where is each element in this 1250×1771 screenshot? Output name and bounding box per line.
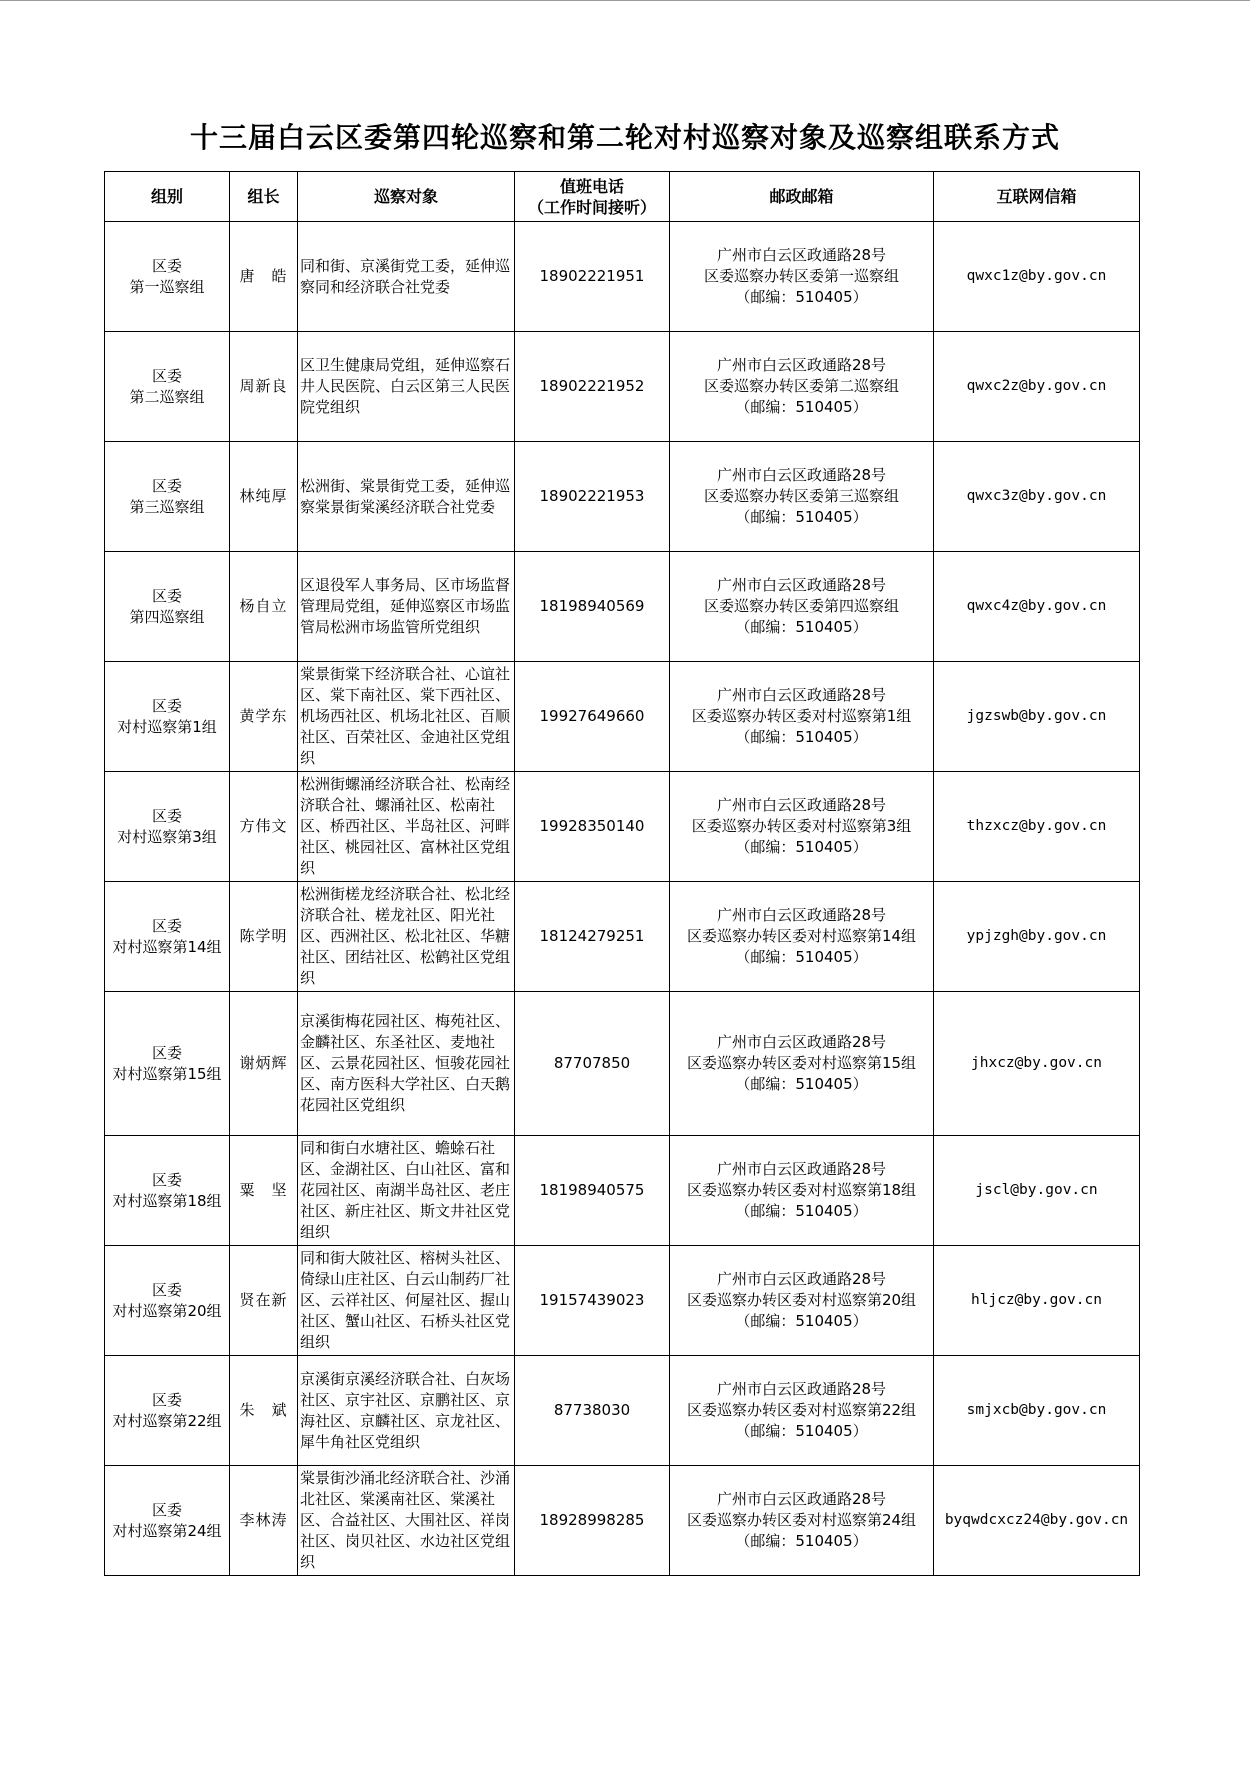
group-line1: 区委 xyxy=(151,1280,182,1299)
group-line2: 第一巡察组 xyxy=(129,277,205,296)
header-phone-line2: （工作时间接听） xyxy=(527,197,656,217)
target-cell: 同和街大陂社区、榕树头社区、倚绿山庄社区、白云山制药厂社区、云祥社区、何屋社区、握山社区、蟹山社区、石桥头社区党组织 xyxy=(298,1246,515,1356)
group-line1: 区委 xyxy=(151,806,182,825)
target-cell: 京溪街京溪经济联合社、白灰场社区、京宇社区、京鹏社区、京海社区、京麟社区、京龙社区、犀牛角社区党组织 xyxy=(298,1356,515,1466)
group-cell xyxy=(105,662,230,772)
group-line1: 区委 xyxy=(151,696,182,715)
mail-postcode-line: （邮编：510405） xyxy=(735,398,868,416)
email-cell: thzxcz@by.gov.cn xyxy=(934,772,1140,882)
target-cell: 同和街、京溪街党工委，延伸巡察同和经济联合社党委 xyxy=(298,222,515,332)
group-line2: 对村巡察第1组 xyxy=(117,717,217,736)
group-line2: 对村巡察第3组 xyxy=(117,827,217,846)
phone-cell: 18902221951 xyxy=(515,222,670,332)
mail-cell xyxy=(670,662,934,772)
mail-address-line: 广州市白云区政通路28号 xyxy=(716,686,887,704)
mail-address-line: 广州市白云区政通路28号 xyxy=(716,356,887,374)
group-cell xyxy=(105,1466,230,1576)
target-cell: 区退役军人事务局、区市场监督管理局党组，延伸巡察区市场监管局松洲市场监管所党组织 xyxy=(298,552,515,662)
mail-recipient-line: 区委巡察办转区委第四巡察组 xyxy=(703,597,899,615)
mail-cell xyxy=(670,332,934,442)
mail-recipient-line: 区委巡察办转区委第一巡察组 xyxy=(703,267,899,285)
table-row xyxy=(105,992,1140,1136)
leader-cell: 朱 斌 xyxy=(230,1356,298,1466)
mail-recipient-line: 区委巡察办转区委对村巡察第1组 xyxy=(691,707,912,725)
phone-cell: 87707850 xyxy=(515,992,670,1136)
group-line2: 对村巡察第14组 xyxy=(112,937,222,956)
mail-recipient-line: 区委巡察办转区委对村巡察第24组 xyxy=(686,1511,917,1529)
target-cell: 棠景街沙涌北经济联合社、沙涌北社区、棠溪南社区、棠溪社区、合益社区、大围社区、祥岗社区、岗贝社区、水边社区党组织 xyxy=(298,1466,515,1576)
table-row xyxy=(105,1136,1140,1246)
group-line2: 第四巡察组 xyxy=(129,607,205,626)
phone-cell: 19927649660 xyxy=(515,662,670,772)
group-cell xyxy=(105,222,230,332)
mail-postcode-line: （邮编：510405） xyxy=(735,948,868,966)
group-line2: 对村巡察第20组 xyxy=(112,1301,222,1320)
target-cell: 同和街白水塘社区、蟾蜍石社区、金湖社区、白山社区、富和花园社区、南湖半岛社区、老庄社区、新庄社区、斯文井社区党组织 xyxy=(298,1136,515,1246)
mail-recipient-line: 区委巡察办转区委第三巡察组 xyxy=(703,487,899,505)
leader-cell: 粟 坚 xyxy=(230,1136,298,1246)
target-cell: 棠景街棠下经济联合社、心谊社区、棠下南社区、棠下西社区、机场西社区、机场北社区、百顺社区、百荣社区、金迪社区党组织 xyxy=(298,662,515,772)
table-row xyxy=(105,882,1140,992)
group-line1: 区委 xyxy=(151,1500,182,1519)
header-phone-line1: 值班电话 xyxy=(559,176,624,196)
header-leader: 组长 xyxy=(230,172,298,222)
leader-cell: 陈学明 xyxy=(230,882,298,992)
group-line1: 区委 xyxy=(151,256,182,275)
leader-cell: 贤在新 xyxy=(230,1246,298,1356)
mail-postcode-line: （邮编：510405） xyxy=(735,618,868,636)
mail-address-line: 广州市白云区政通路28号 xyxy=(716,466,887,484)
mail-cell xyxy=(670,1466,934,1576)
group-cell xyxy=(105,772,230,882)
mail-address-line: 广州市白云区政通路28号 xyxy=(716,246,887,264)
leader-cell: 方伟文 xyxy=(230,772,298,882)
table-row xyxy=(105,772,1140,882)
group-line1: 区委 xyxy=(151,1043,182,1062)
page-title: 十三届白云区委第四轮巡察和第二轮对村巡察对象及巡察组联系方式 xyxy=(189,121,1060,154)
group-line1: 区委 xyxy=(151,586,182,605)
target-cell: 松洲街螺涌经济联合社、松南经济联合社、螺涌社区、松南社区、桥西社区、半岛社区、河畔社区、桃园社区、富林社区党组织 xyxy=(298,772,515,882)
leader-cell: 谢炳辉 xyxy=(230,992,298,1136)
group-line1: 区委 xyxy=(151,366,182,385)
leader-cell: 黄学东 xyxy=(230,662,298,772)
table-row xyxy=(105,662,1140,772)
mail-cell xyxy=(670,1356,934,1466)
mail-address-line: 广州市白云区政通路28号 xyxy=(716,1380,887,1398)
phone-cell: 19928350140 xyxy=(515,772,670,882)
mail-address-line: 广州市白云区政通路28号 xyxy=(716,1033,887,1051)
group-cell xyxy=(105,882,230,992)
mail-address-line: 广州市白云区政通路28号 xyxy=(716,906,887,924)
header-row xyxy=(105,172,1140,222)
phone-cell: 18902221953 xyxy=(515,442,670,552)
mail-postcode-line: （邮编：510405） xyxy=(735,1422,868,1440)
email-cell: byqwdcxcz24@by.gov.cn xyxy=(934,1466,1140,1576)
contact-table xyxy=(104,171,1140,1576)
group-line2: 第三巡察组 xyxy=(129,497,205,516)
group-cell xyxy=(105,1246,230,1356)
header-group: 组别 xyxy=(105,172,230,222)
mail-address-line: 广州市白云区政通路28号 xyxy=(716,1160,887,1178)
mail-recipient-line: 区委巡察办转区委对村巡察第14组 xyxy=(686,927,917,945)
mail-cell xyxy=(670,442,934,552)
mail-postcode-line: （邮编：510405） xyxy=(735,1075,868,1093)
target-cell: 松洲街、棠景街党工委，延伸巡察棠景街棠溪经济联合社党委 xyxy=(298,442,515,552)
mail-cell xyxy=(670,1136,934,1246)
phone-cell: 18902221952 xyxy=(515,332,670,442)
phone-cell: 18198940569 xyxy=(515,552,670,662)
mail-recipient-line: 区委巡察办转区委对村巡察第22组 xyxy=(686,1401,917,1419)
header-email: 互联网信箱 xyxy=(934,172,1140,222)
header-phone xyxy=(515,172,670,222)
group-cell xyxy=(105,332,230,442)
group-cell xyxy=(105,1136,230,1246)
phone-cell: 87738030 xyxy=(515,1356,670,1466)
email-cell: qwxc4z@by.gov.cn xyxy=(934,552,1140,662)
mail-recipient-line: 区委巡察办转区委对村巡察第18组 xyxy=(686,1181,917,1199)
leader-cell: 林纯厚 xyxy=(230,442,298,552)
mail-postcode-line: （邮编：510405） xyxy=(735,838,868,856)
group-line1: 区委 xyxy=(151,1170,182,1189)
email-cell: smjxcb@by.gov.cn xyxy=(934,1356,1140,1466)
table-row xyxy=(105,442,1140,552)
mail-recipient-line: 区委巡察办转区委对村巡察第20组 xyxy=(686,1291,917,1309)
mail-address-line: 广州市白云区政通路28号 xyxy=(716,576,887,594)
table-row xyxy=(105,552,1140,662)
mail-address-line: 广州市白云区政通路28号 xyxy=(716,796,887,814)
table-row xyxy=(105,1246,1140,1356)
group-line2: 对村巡察第18组 xyxy=(112,1191,222,1210)
group-line2: 对村巡察第24组 xyxy=(112,1521,222,1540)
mail-postcode-line: （邮编：510405） xyxy=(735,1312,868,1330)
email-cell: qwxc2z@by.gov.cn xyxy=(934,332,1140,442)
target-cell: 松洲街槎龙经济联合社、松北经济联合社、槎龙社区、阳光社区、西洲社区、松北社区、华糖社区、团结社区、松鹤社区党组织 xyxy=(298,882,515,992)
mail-postcode-line: （邮编：510405） xyxy=(735,1532,868,1550)
header-mail: 邮政邮箱 xyxy=(670,172,934,222)
phone-cell: 19157439023 xyxy=(515,1246,670,1356)
target-cell: 京溪街梅花园社区、梅苑社区、金麟社区、东圣社区、麦地社区、云景花园社区、恒骏花园社区、南方医科大学社区、白天鹅花园社区党组织 xyxy=(298,992,515,1136)
email-cell: qwxc1z@by.gov.cn xyxy=(934,222,1140,332)
group-cell xyxy=(105,992,230,1136)
group-cell xyxy=(105,552,230,662)
leader-cell: 李林涛 xyxy=(230,1466,298,1576)
top-border-line xyxy=(0,0,1250,1)
table-row xyxy=(105,1466,1140,1576)
table-row xyxy=(105,222,1140,332)
mail-address-line: 广州市白云区政通路28号 xyxy=(716,1270,887,1288)
email-cell: hljcz@by.gov.cn xyxy=(934,1246,1140,1356)
email-cell: jhxcz@by.gov.cn xyxy=(934,992,1140,1136)
mail-cell xyxy=(670,1246,934,1356)
group-line1: 区委 xyxy=(151,1390,182,1409)
mail-cell xyxy=(670,882,934,992)
phone-cell: 18124279251 xyxy=(515,882,670,992)
phone-cell: 18198940575 xyxy=(515,1136,670,1246)
mail-recipient-line: 区委巡察办转区委对村巡察第15组 xyxy=(686,1054,917,1072)
email-cell: jscl@by.gov.cn xyxy=(934,1136,1140,1246)
group-line1: 区委 xyxy=(151,916,182,935)
leader-cell: 杨自立 xyxy=(230,552,298,662)
mail-postcode-line: （邮编：510405） xyxy=(735,508,868,526)
target-cell: 区卫生健康局党组，延伸巡察石井人民医院、白云区第三人民医院党组织 xyxy=(298,332,515,442)
mail-postcode-line: （邮编：510405） xyxy=(735,1202,868,1220)
leader-cell: 唐 皓 xyxy=(230,222,298,332)
group-line1: 区委 xyxy=(151,476,182,495)
mail-recipient-line: 区委巡察办转区委第二巡察组 xyxy=(703,377,899,395)
mail-recipient-line: 区委巡察办转区委对村巡察第3组 xyxy=(691,817,912,835)
mail-cell xyxy=(670,222,934,332)
mail-cell xyxy=(670,552,934,662)
group-line2: 对村巡察第22组 xyxy=(112,1411,222,1430)
mail-cell xyxy=(670,772,934,882)
mail-cell xyxy=(670,992,934,1136)
group-line2: 第二巡察组 xyxy=(129,387,205,406)
mail-postcode-line: （邮编：510405） xyxy=(735,728,868,746)
group-cell xyxy=(105,442,230,552)
email-cell: ypjzgh@by.gov.cn xyxy=(934,882,1140,992)
email-cell: qwxc3z@by.gov.cn xyxy=(934,442,1140,552)
table-row xyxy=(105,1356,1140,1466)
table-row xyxy=(105,332,1140,442)
email-cell: jgzswb@by.gov.cn xyxy=(934,662,1140,772)
phone-cell: 18928998285 xyxy=(515,1466,670,1576)
mail-postcode-line: （邮编：510405） xyxy=(735,288,868,306)
header-target: 巡察对象 xyxy=(298,172,515,222)
leader-cell: 周新良 xyxy=(230,332,298,442)
mail-address-line: 广州市白云区政通路28号 xyxy=(716,1490,887,1508)
group-line2: 对村巡察第15组 xyxy=(112,1064,222,1083)
group-cell xyxy=(105,1356,230,1466)
